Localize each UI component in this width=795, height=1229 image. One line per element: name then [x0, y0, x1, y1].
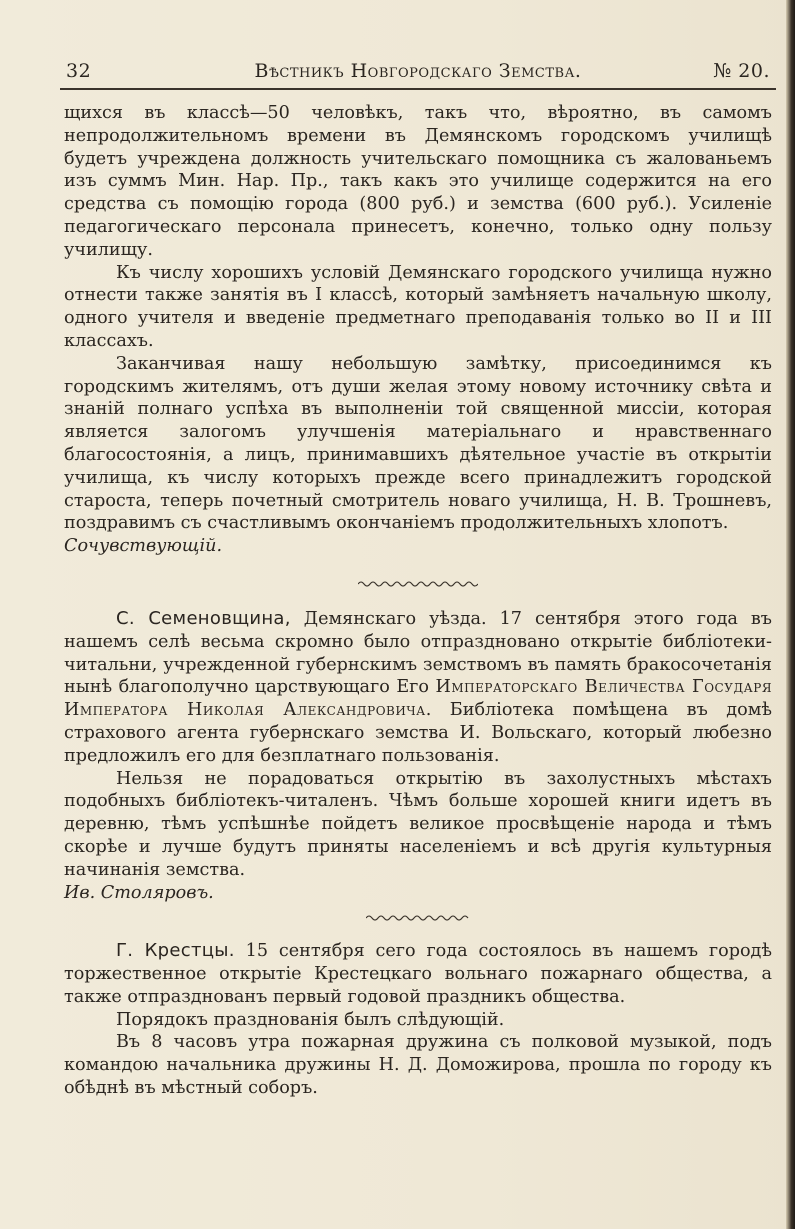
paragraph: Къ числу хорошихъ условій Демянскаго городского училища нужно отнести также занятія въ I классѣ, который замѣняетъ начальную школу, одного учителя и введеніе предметнаго преподаванія только во II и III классахъ. — [64, 262, 772, 351]
page-number: 32 — [66, 60, 92, 82]
paragraph: щихся въ классѣ—50 человѣкъ, такъ что, вѣроятно, въ самомъ непродолжительномъ времени въ Демянскомъ городскомъ училищѣ будетъ учреждена должность учительскаго помощника съ жалованьемъ изъ суммъ Мин. Нар. Пр., такъ какъ это училище содержится на его средства съ помощію города (800 руб.) и земства (600 руб.). Усиленіе педагогическаго персонала принесетъ, конечно, только одну пользу училищу. — [64, 103, 772, 260]
text-run: 15 сентября сего года состоялось въ нашемъ городѣ торжественное открытіе Крестецкаго вольнаго пожарнаго общества, а также отпразднованъ первый годовой праздникъ общества. — [64, 941, 772, 1007]
text-run: Демянскаго уѣзда. 17 сентября этого года въ нашемъ селѣ весьма скромно было отпраздновано открытіе библіотеки-читальни, учрежденной губернскимъ земствомъ въ память бракосочетанія нынѣ благополучно царствующаго Его — [64, 608, 772, 698]
paragraph: Въ 8 часовъ утра пожарная дружина съ полковой музыкой, подъ командою начальника дружины Н. Д. Доможирова, прошла по городу къ обѣднѣ въ мѣстный соборъ. — [64, 1032, 772, 1099]
article-body — [64, 102, 772, 1100]
dateline: Г. Крестцы. — [116, 940, 235, 962]
paragraph — [64, 608, 772, 768]
page-edge — [786, 0, 795, 1229]
wavy-divider-icon — [366, 914, 470, 922]
paragraph: Порядокъ празднованія былъ слѣдующій. — [116, 1009, 505, 1030]
paragraph: Заканчивая нашу небольшую замѣтку, присоединимся къ городскимъ жителямъ, отъ души желая этому новому источнику свѣта и знаній полнаго успѣха въ выполненіи той священной миссіи, которая является залогомъ улучшенія матеріальнаго и нравственнаго благосостоянія, а лицъ, принимавшихъ дѣятельное участіе въ открытіи училища, къ числу которыхъ прежде всего принадлежитъ городской староста, теперь почетный смотритель новаго училища, Н. В. Трошневъ, поздравимъ съ счастливымъ окончаніемъ продолжительныхъ хлопотъ. — [64, 353, 772, 534]
wavy-divider-icon — [358, 580, 478, 588]
signature: Ив. Столяровъ. — [64, 882, 214, 903]
dateline: С. Семеновщина, — [116, 607, 291, 629]
paragraph: Нельзя не порадоваться открытію въ захолустныхъ мѣстахъ подобныхъ библіотекъ-читаленъ. Чѣмъ больше хорошей книги идетъ въ деревню, тѣмъ успѣшнѣе пойдетъ великое просвѣщеніе народа и тѣмъ скорѣе и лучше будутъ приняты населеніемъ и всѣ другія культурныя начинанія земства. — [64, 768, 772, 880]
header-rule — [60, 88, 776, 90]
journal-title: Вѣстникъ Новгородскаго Земства. — [254, 60, 582, 82]
signature: Сочувствующій. — [64, 536, 223, 557]
issue-number: № 20. — [713, 60, 770, 82]
running-header — [64, 58, 772, 88]
imperial-title: Императорскаго Величества Государя Императора Николая Александровича — [64, 677, 773, 721]
text-run: . Библіотека помѣщена въ домѣ страхового агента губернскаго земства И. Вольскаго, который любезно предложилъ его для безплатнаго пользованія. — [64, 700, 773, 766]
paragraph — [64, 940, 772, 1008]
